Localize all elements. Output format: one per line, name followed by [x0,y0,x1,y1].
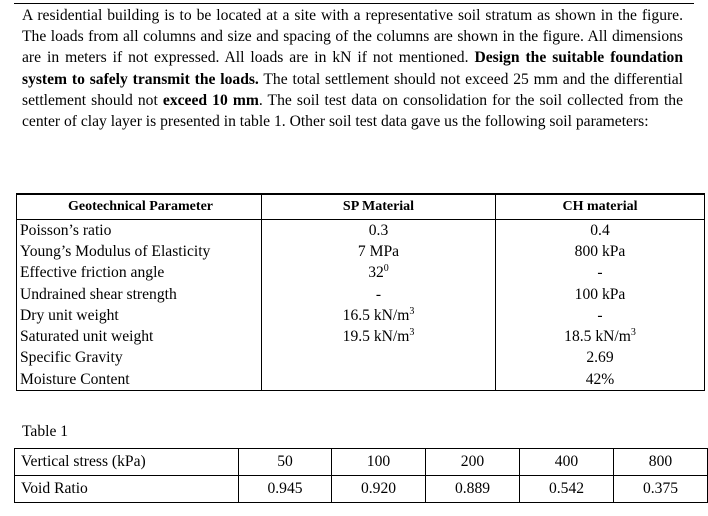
param-name: Undrained shear strength [17,284,262,305]
header-parameter: Geotechnical Parameter [17,194,262,220]
sp-value [262,305,496,326]
ch-value [496,326,705,347]
table-row [17,369,705,391]
stress-row [15,449,708,476]
settlement-text-b: . The soil test data on consolidation for the soil collected from the center of clay layer is presented in table 1. Other soil test data gave us the following soil parameters: [22,91,683,131]
degree-superscript: 0 [383,263,389,275]
void-cell: 0.375 [614,476,708,503]
sp-value [262,263,496,284]
ch-value: 0.4 [590,221,610,239]
design-requirement: Design the suitable foundation system to safely transmit the loads. [22,49,683,88]
param-name: Saturated unit weight [17,326,262,347]
void-cell: 0.889 [426,476,520,503]
param-name: Moisture Content [17,369,262,391]
sp-number: 19.5 kN/m [342,328,410,346]
sp-value: - [262,284,496,305]
stress-cell: 200 [426,449,520,476]
param-name: Dry unit weight [17,305,262,326]
unit-superscript: 3 [409,326,415,338]
void-cell: 0.945 [239,476,332,503]
table-row [17,348,705,369]
top-rule [14,3,694,4]
problem-statement [22,5,683,132]
table-header-row [17,194,705,220]
stress-label: Vertical stress (kPa) [15,449,239,476]
ch-value: - [597,306,603,324]
intro-text: A residential building is to be located at a site with a representative soil stratum as shown in the figure. The loads from all columns and size and spacing of the columns are shown in the figure. All dimensions are in meters if not expressed. All loads are in kN if not mentioned. [22,7,683,67]
header-sp: SP Material [262,194,496,220]
unit-superscript: 3 [630,326,636,338]
ch-number: 18.5 kN/m [564,328,631,346]
table-row [17,263,705,284]
sp-value: 0.3 [262,220,496,242]
ch-value: 800 kPa [574,242,626,260]
table-row [17,284,705,305]
table-row [17,241,705,262]
table-row [17,326,705,347]
ch-value: 2.69 [586,349,614,367]
consolidation-table [14,448,708,503]
param-name: Poisson’s ratio [17,220,262,242]
soil-parameters-table [16,193,705,391]
sp-number: 16.5 kN/m [342,306,410,324]
settlement-limit: exceed 10 mm [162,91,259,109]
param-name: Effective friction angle [17,263,262,284]
settlement-text-a: The total settlement should not exceed 25 mm and the differential settlement should not [22,70,683,109]
unit-superscript: 3 [409,305,415,317]
sp-number: 32 [368,264,384,282]
stress-cell: 50 [239,449,332,476]
table-row [17,220,705,242]
sp-value: 7 MPa [262,241,496,262]
void-label: Void Ratio [15,476,239,503]
table1-caption: Table 1 [22,423,69,440]
stress-cell: 400 [520,449,614,476]
ch-value: 100 kPa [574,285,626,303]
stress-cell: 100 [332,449,426,476]
stress-cell: 800 [614,449,708,476]
void-cell: 0.920 [332,476,426,503]
void-cell: 0.542 [520,476,614,503]
sp-value [262,369,496,391]
header-ch: CH material [496,194,705,220]
sp-value [262,348,496,369]
sp-value [262,326,496,347]
param-name: Specific Gravity [17,348,262,369]
ch-value: 42% [585,370,615,388]
void-row [15,476,708,503]
param-name: Young’s Modulus of Elasticity [17,241,262,262]
table-row [17,305,705,326]
ch-value: - [597,264,603,282]
